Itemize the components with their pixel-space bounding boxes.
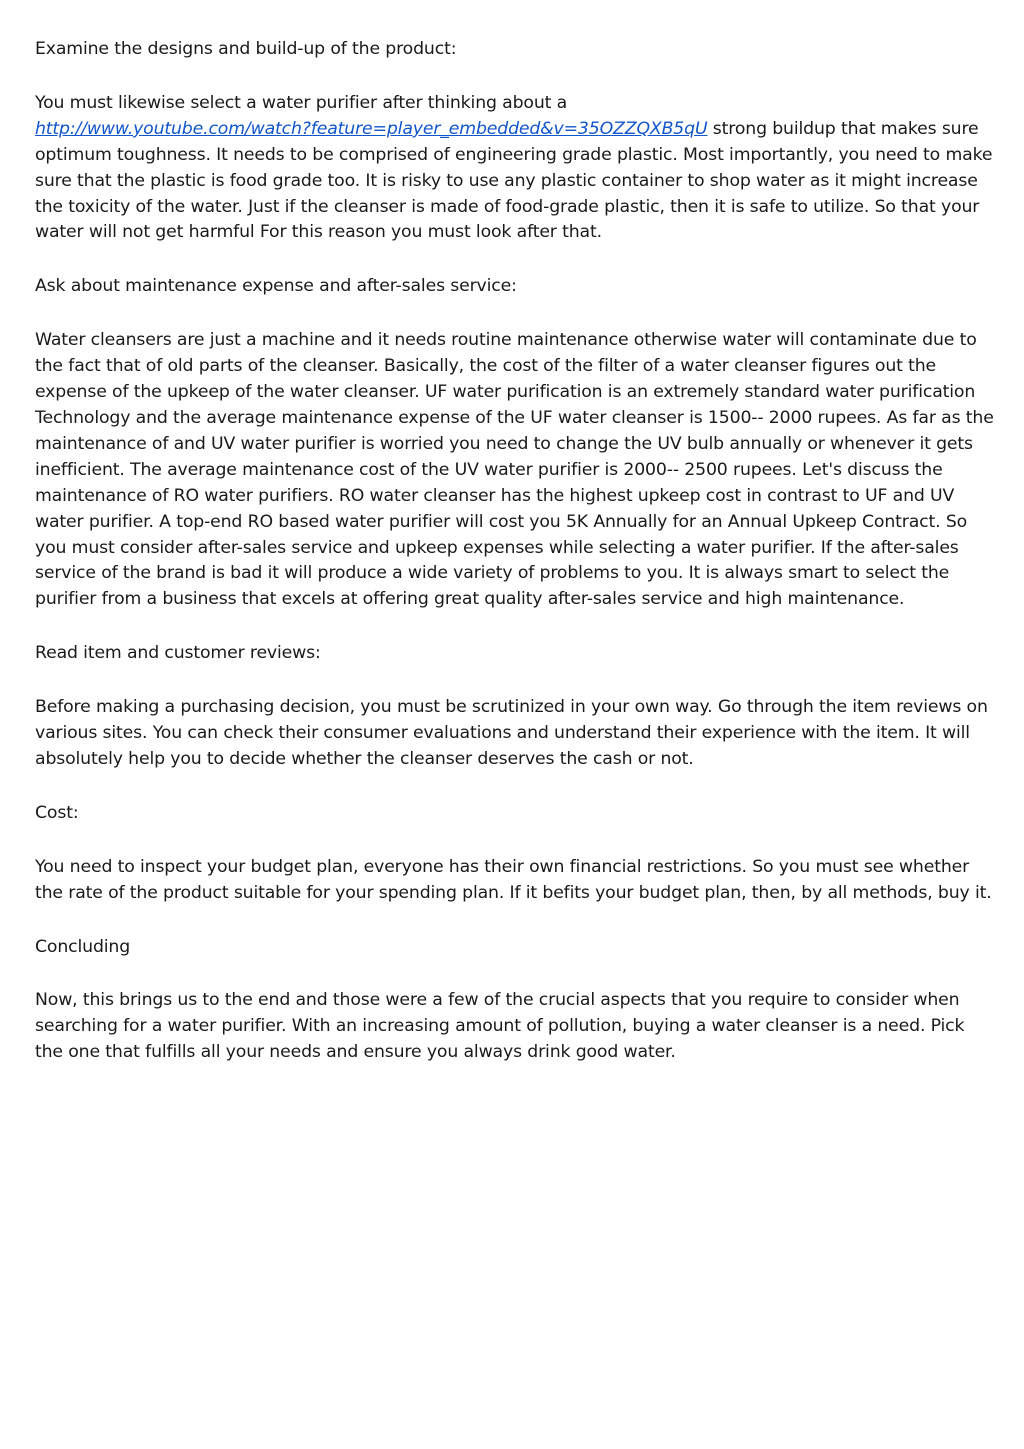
design-text-after-link: strong buildup that makes sure optimum toughness. It needs to be comprised of engineering grade plastic. Most importantly, you need to make sure that the plastic is food grade too. It is risky to use any plastic container to shop water as it might increase the toxicity of the water. Just if the cleanser is made of food-grade plastic, then it is safe to utilize. So that your water will not get harmful For this reason you must look after that.	[35, 118, 993, 243]
design-paragraph	[35, 91, 994, 246]
design-text-before-link: You must likewise select a water purifier after thinking about a	[35, 92, 568, 113]
maintenance-heading: Ask about maintenance expense and after-sales service:	[35, 276, 517, 297]
design-heading: Examine the designs and build-up of the product:	[35, 39, 457, 59]
youtube-link[interactable]: http://www.youtube.com/watch?feature=player_embedded&v=35OZZQXB5qU	[35, 118, 708, 139]
cost-heading: Cost:	[35, 802, 79, 823]
cost-paragraph: You need to inspect your budget plan, everyone has their own financial restrictions. So you must see whether the rate of the product suitable for your spending plan. If it befits your budget plan, then, by all methods, buy it.	[35, 856, 992, 903]
concluding-paragraph: Now, this brings us to the end and those were a few of the crucial aspects that you require to consider when searching for a water purifier. With an increasing amount of pollution, buying a water cleanser is a need. Pick the one that fulfills all your needs and ensure you always drink good water.	[35, 990, 965, 1063]
reviews-heading: Read item and customer reviews:	[35, 643, 321, 664]
concluding-heading: Concluding	[35, 936, 131, 957]
reviews-paragraph: Before making a purchasing decision, you must be scrutinized in your own way. Go through the item reviews on various sites. You can check their consumer evaluations and understand their experience with the item. It will absolutely help you to decide whether the cleanser deserves the cash or not.	[35, 697, 988, 769]
maintenance-paragraph: Water cleansers are just a machine and it needs routine maintenance otherwise water will contaminate due to the fact that of old parts of the cleanser. Basically, the cost of the filter of a water cleanser figures out the expense of the upkeep of the water cleanser. UF water purification is an extremely standard water purification Technology and the average maintenance expense of the UF water cleanser is 1500-- 2000 rupees. As far as the maintenance of and UV water purifier is worried you need to change the UV bulb annually or whenever it gets inefficient. The average maintenance cost of the UV water purifier is 2000-- 2500 rupees. Let's discuss the maintenance of RO water purifiers. RO water cleanser has the highest upkeep cost in contrast to UF and UV water purifier. A top-end RO based water purifier will cost you 5K Annually for an Annual Upkeep Contract. So you must consider after-sales service and upkeep expenses while selecting a water purifier. If the after-sales service of the brand is bad it will produce a wide variety of problems to you. It is always smart to select the purifier from a business that excels at offering great quality after-sales service and high maintenance.	[35, 330, 994, 610]
